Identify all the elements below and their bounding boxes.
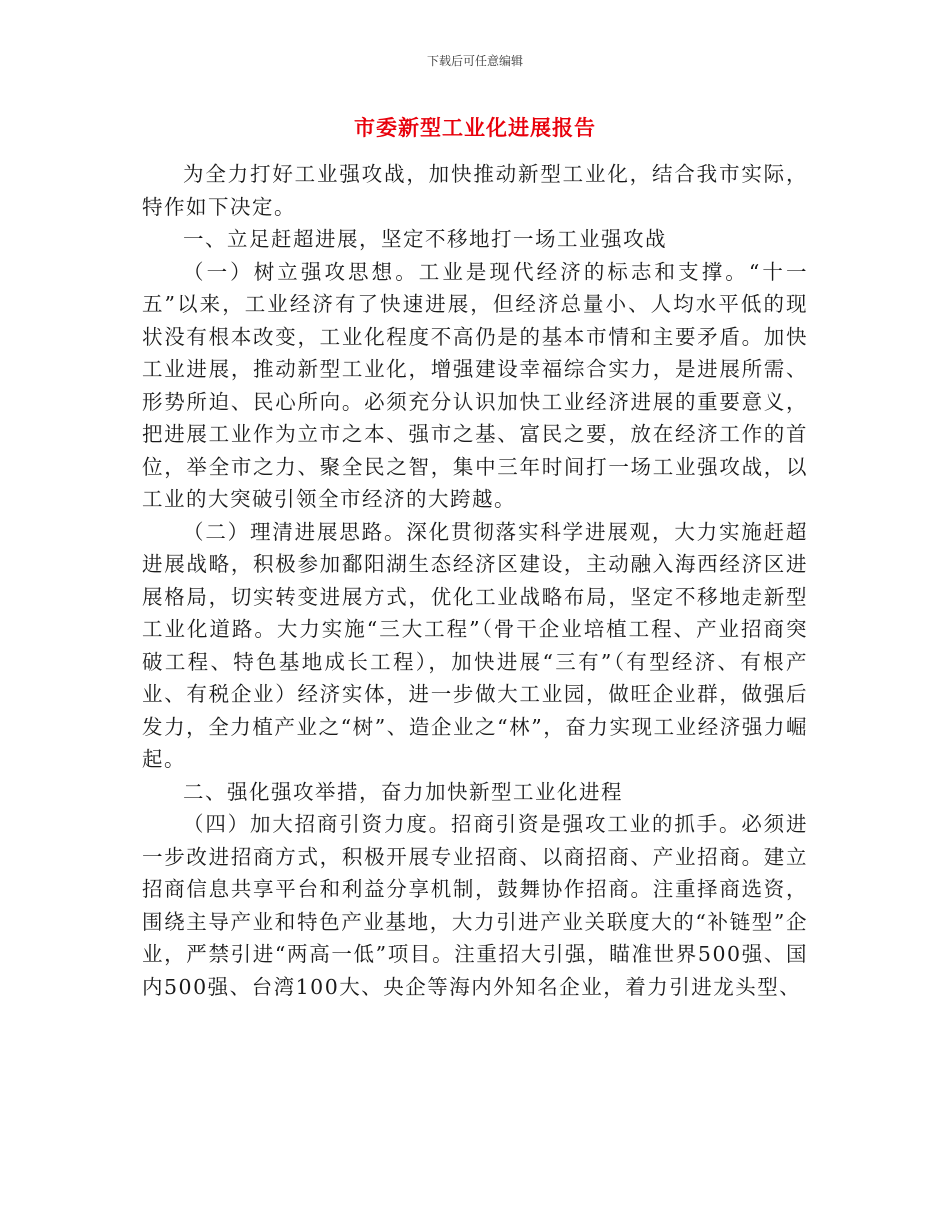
header-note: 下载后可任意编辑 — [426, 54, 523, 68]
paragraph-1-2: （二）理清进展思路。深化贯彻落实科学进展观，大力实施赶超进展战略，积极参加鄱阳湖生态经济区建设，主动融入海西经济区进展格局，切实转变进展方式，优化工业战略布局，坚定不移地走新型工业化道路。大力实施“三大工程”（骨干企业培植工程、产业招商突破工程、特色基地成长工程），加快进展“三有”（有型经济、有根产业、有税企业）经济实体，进一步做大工业园，做旺企业群，做强后发力，全力植产业之“树”、造企业之“林”，奋力实现工业经济强力崛起。 — [142, 519, 808, 771]
document-body — [142, 158, 808, 1003]
paragraph-1-1: （一）树立强攻思想。工业是现代经济的标志和支撑。“十一五”以来，工业经济有了快速进展，但经济总量小、人均水平低的现状没有根本改变，工业化程度不高仍是的基本市情和主要矛盾。加快工业进展，推动新型工业化，增强建设幸福综合实力，是进展所需、形势所迫、民心所向。必须充分认识加快工业经济进展的重要意义，把进展工业作为立市之本、强市之基、富民之要，放在经济工作的首位，举全市之力、聚全民之智，集中三年时间打一场工业强攻战，以工业的大突破引领全市经济的大跨越。 — [142, 259, 808, 511]
section-heading-2: 二、强化强攻举措，奋力加快新型工业化进程 — [183, 779, 623, 804]
paragraph-2-4: （四）加大招商引资力度。招商引资是强攻工业的抓手。必须进一步改进招商方式，积极开展专业招商、以商招商、产业招商。建立招商信息共享平台和利益分享机制，鼓舞协作招商。注重择商选资，围绕主导产业和特色产业基地，大力引进产业关联度大的“补链型”企业，严禁引进“两高一低”项目。注重招大引强，瞄准世界500强、国内500强、台湾100大、央企等海内外知名企业，着力引进龙头型、 — [142, 812, 808, 999]
paragraph-intro: 为全力打好工业强攻战，加快推动新型工业化，结合我市实际，特作如下决定。 — [142, 162, 808, 219]
document-title: 市委新型工业化进展报告 — [354, 116, 596, 140]
section-heading-1: 一、立足赶超进展，坚定不移地打一场工业强攻战 — [183, 227, 667, 251]
